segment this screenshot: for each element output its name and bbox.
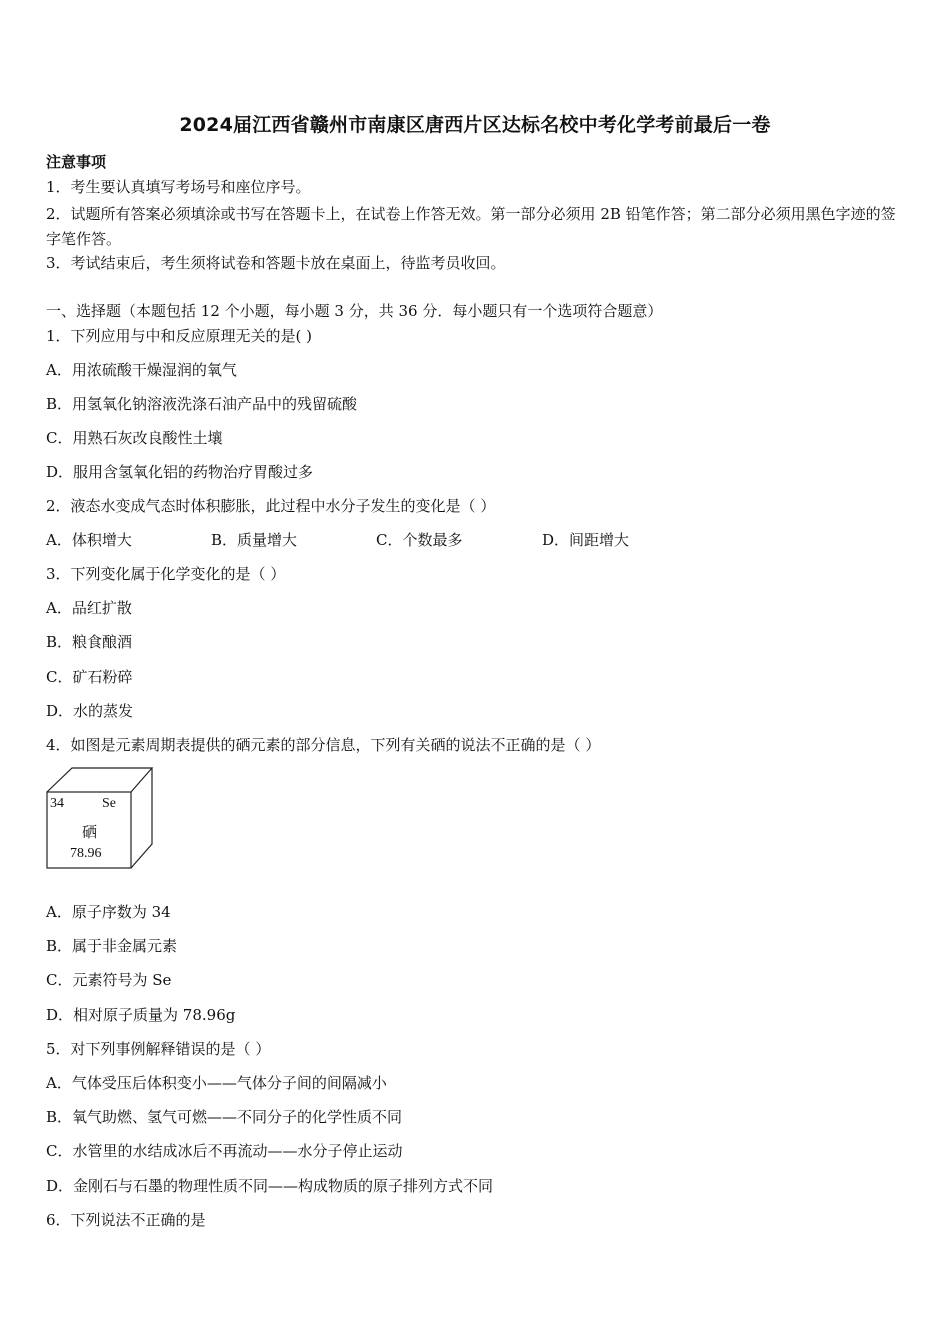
notice-item: 1．考生要认真填写考场号和座位序号。 [46, 178, 311, 196]
question-stem-6: 6．下列说法不正确的是 [46, 1211, 206, 1229]
question-stem-4: 4．如图是元素周期表提供的硒元素的部分信息，下列有关硒的说法不正确的是（ ） [46, 736, 601, 754]
q3-option-c: C．矿石粉碎 [46, 668, 133, 686]
q5-option-d: D．金刚石与石墨的物理性质不同——构成物质的原子排列方式不同 [46, 1177, 494, 1195]
question-stem-2: 2．液态水变成气态时体积膨胀，此过程中水分子发生的变化是（ ） [46, 497, 496, 515]
q5-option-c: C．水管里的水结成冰后不再流动——水分子停止运动 [46, 1142, 403, 1160]
q2-option-c: C．个数最多 [376, 531, 463, 549]
q5-option-b: B．氧气助燃、氢气可燃——不同分子的化学性质不同 [46, 1108, 403, 1126]
q1-option-b: B．用氢氧化钠溶液洗涤石油产品中的残留硫酸 [46, 395, 358, 413]
q4-option-a: A．原子序数为 34 [46, 903, 171, 921]
section-heading: 一、选择题（本题包括 12 个小题，每小题 3 分，共 36 分．每小题只有一个选项符合题意） [46, 302, 663, 320]
element-atomic-number: 34 [50, 796, 64, 811]
q3-option-b: B．粮食酿酒 [46, 633, 133, 651]
element-atomic-mass: 78.96 [70, 846, 102, 861]
q3-option-a: A．品红扩散 [46, 599, 132, 617]
q4-option-b: B．属于非金属元素 [46, 937, 178, 955]
q4-option-c: C．元素符号为 Se [46, 971, 172, 989]
q5-option-a: A．气体受压后体积变小——气体分子间的间隔减小 [46, 1074, 387, 1092]
question-stem-3: 3．下列变化属于化学变化的是（ ） [46, 565, 286, 583]
q2-option-a: A．体积增大 [46, 531, 132, 549]
q1-option-a: A．用浓硫酸干燥湿润的氧气 [46, 361, 237, 379]
q1-option-d: D．服用含氢氧化铝的药物治疗胃酸过多 [46, 463, 314, 481]
element-name: 硒 [82, 825, 98, 841]
q1-option-c: C．用熟石灰改良酸性土壤 [46, 429, 223, 447]
page-title: 2024届江西省赣州市南康区唐西片区达标名校中考化学考前最后一卷 [179, 114, 771, 136]
q2-option-d: D．间距增大 [542, 531, 630, 549]
q2-option-b: B．质量增大 [211, 531, 298, 549]
notice-item: 2．试题所有答案必须填涂或书写在答题卡上，在试卷上作答无效。第一部分必须用 2B 铅笔作答；第二部分必须用黑色字迹的签字笔作答。 [46, 205, 896, 248]
element-card-figure [44, 766, 156, 872]
notice-item: 3．考试结束后，考生须将试卷和答题卡放在桌面上，待监考员收回。 [46, 254, 506, 272]
question-stem-1: 1．下列应用与中和反应原理无关的是( ) [46, 327, 313, 345]
q4-option-d: D．相对原子质量为 78.96g [46, 1006, 236, 1024]
notice-heading: 注意事项 [46, 153, 107, 171]
element-symbol: Se [102, 796, 116, 811]
q3-option-d: D．水的蒸发 [46, 702, 134, 720]
question-stem-5: 5．对下列事例解释错误的是（ ） [46, 1040, 271, 1058]
